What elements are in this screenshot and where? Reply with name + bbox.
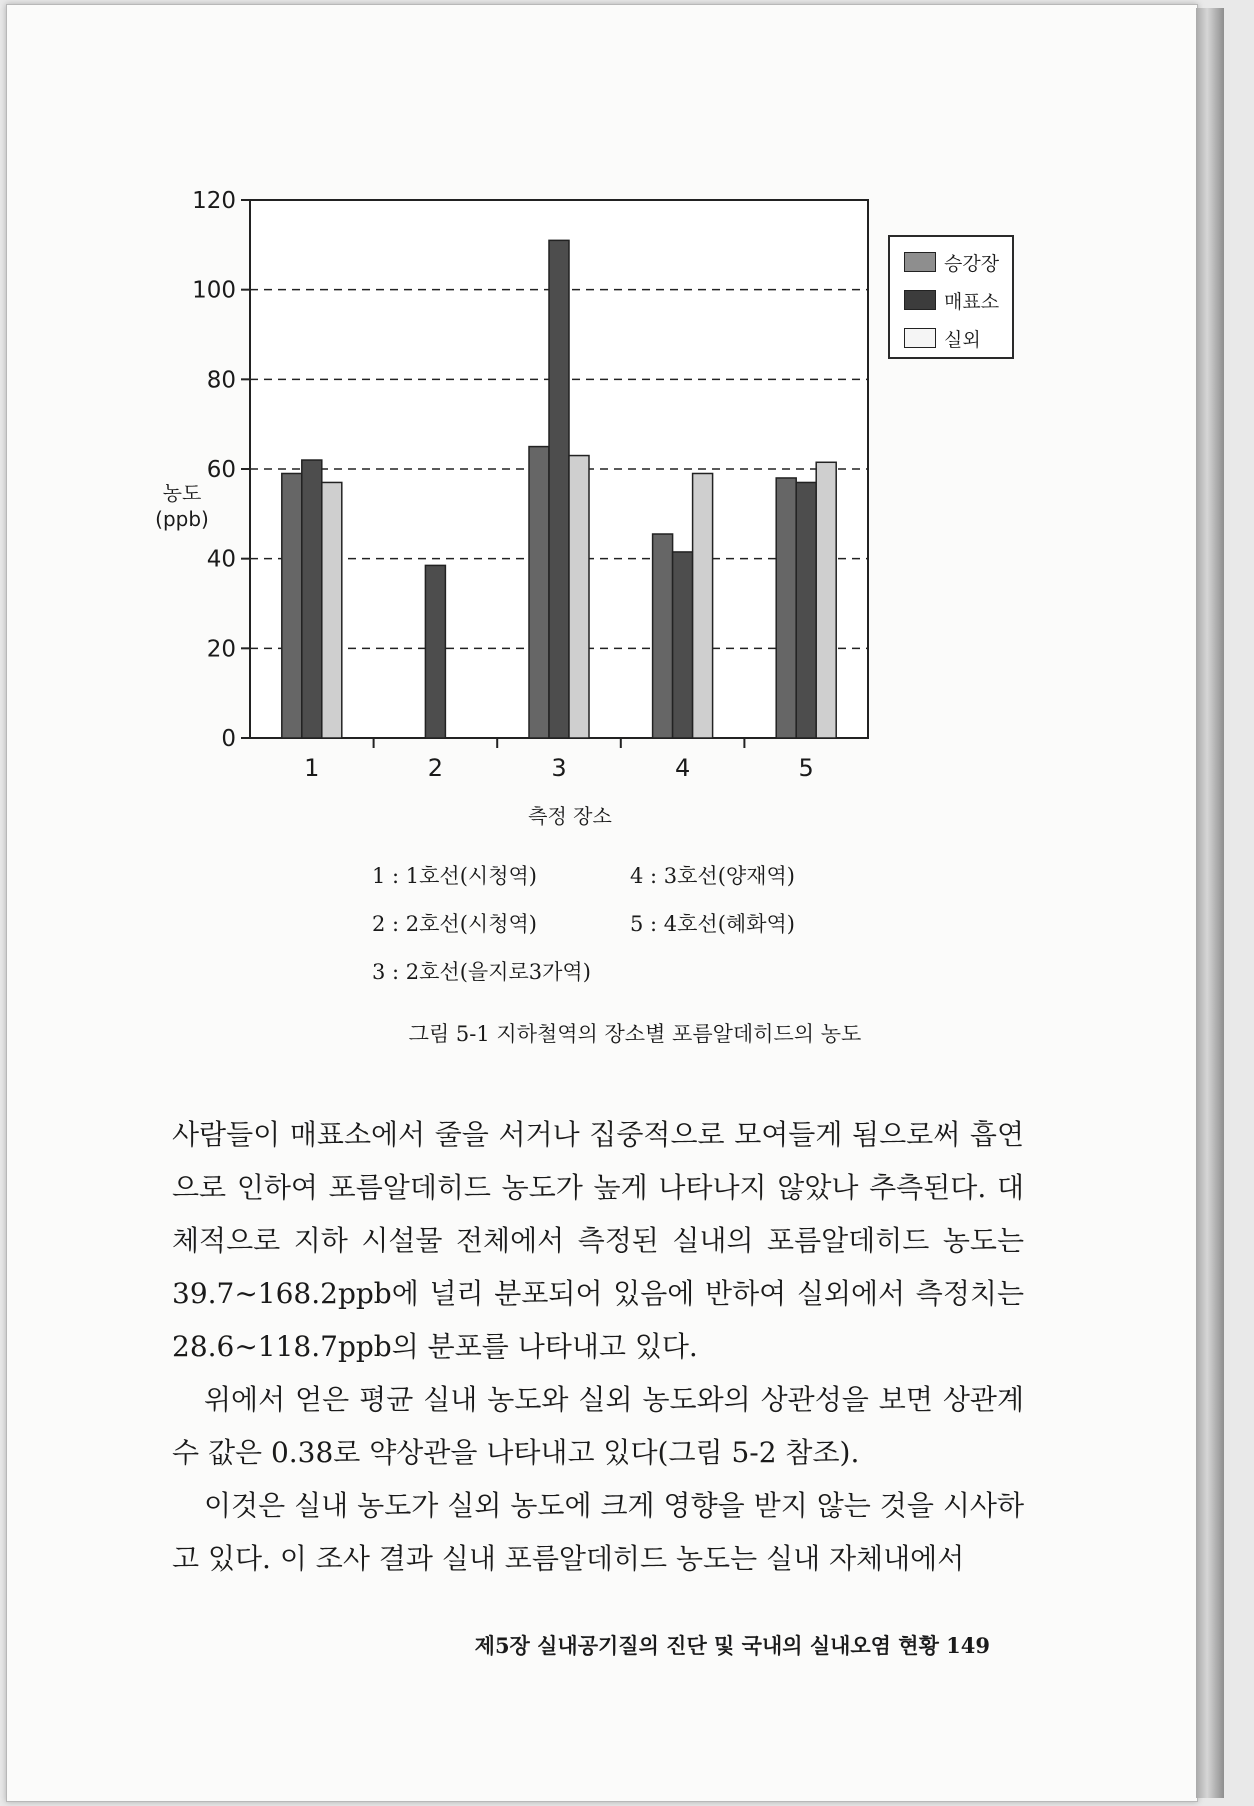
y-tick-label: 40	[206, 546, 236, 573]
x-tick-label: 1	[304, 754, 320, 782]
y-tick-label: 60	[206, 457, 236, 483]
y-axis-label	[142, 480, 222, 532]
y-tick-label: 0	[221, 726, 236, 752]
legend-item	[904, 249, 999, 275]
y-axis-label-line: 농도	[162, 481, 202, 505]
bar	[693, 473, 713, 738]
site-legend-item: 5 : 4호선(혜화역)	[630, 912, 795, 936]
bar	[529, 447, 549, 738]
legend-swatch	[904, 252, 936, 272]
legend-item	[904, 325, 981, 351]
legend-item	[904, 287, 999, 313]
y-tick-label: 120	[192, 188, 236, 214]
x-tick-label: 4	[674, 754, 691, 782]
x-axis-label: 측정 장소	[528, 804, 612, 828]
figure-caption: 그림 5-1 지하철역의 장소별 포름알데히드의 농도	[408, 1022, 862, 1046]
page-footer: 제5장 실내공기질의 진단 및 국내의 실내오염 현황 149	[474, 1633, 990, 1658]
paragraph: 이것은 실내 농도가 실외 농도에 크게 영향을 받지 않는 것을 시사하고 있다. 이 조사 결과 실내 포름알데히드 농도는 실내 자체내에서	[172, 1489, 1024, 1575]
bar	[282, 473, 302, 738]
legend-label: 매표소	[944, 290, 1000, 313]
site-legend-item: 2 : 2호선(시청역)	[372, 912, 537, 936]
x-tick-label: 3	[551, 754, 567, 782]
chart-legend	[888, 235, 1014, 359]
bar	[653, 534, 673, 738]
x-tick-label: 5	[798, 754, 814, 782]
bar	[816, 462, 836, 738]
x-tick-label: 2	[427, 754, 444, 782]
site-legend-item: 3 : 2호선(을지로3가역)	[372, 960, 591, 984]
paragraph: 사람들이 매표소에서 줄을 서거나 집중적으로 모여들게 됨으로써 흡연으로 인하여 포름알데히드 농도가 높게 나타나지 않았나 추측된다. 대체적으로 지하 시설물 전체에서 측정된 실내의 포름알데히드 농도는 39.7∼168.2ppb에 널리 분포되어 있음에 반하여 실외에서 측정치는 28.6∼118.7ppb의 분포를 나타내고 있다.	[172, 1118, 1024, 1363]
y-axis-label-line: (ppb)	[155, 507, 209, 531]
site-legend-item: 4 : 3호선(양재역)	[630, 864, 795, 888]
bar	[549, 240, 569, 738]
bar	[302, 460, 322, 738]
paragraph: 위에서 얻은 평균 실내 농도와 실외 농도와의 상관성을 보면 상관계수 값은 0.38로 약상관을 나타내고 있다(그림 5-2 참조).	[172, 1383, 1024, 1469]
legend-swatch	[904, 290, 936, 310]
legend-label: 실외	[944, 328, 981, 351]
y-tick-label: 80	[206, 367, 236, 394]
y-tick-label: 100	[192, 277, 236, 304]
legend-swatch	[904, 328, 936, 348]
y-tick-label: 20	[206, 636, 236, 663]
legend-label: 승강장	[944, 252, 1000, 275]
bar	[796, 482, 816, 738]
bar	[425, 565, 445, 738]
bar	[673, 552, 693, 738]
bar	[776, 478, 796, 738]
body-text	[172, 1108, 1024, 1585]
bar	[322, 482, 342, 738]
bar	[569, 456, 589, 738]
site-legend-item: 1 : 1호선(시청역)	[372, 864, 537, 888]
